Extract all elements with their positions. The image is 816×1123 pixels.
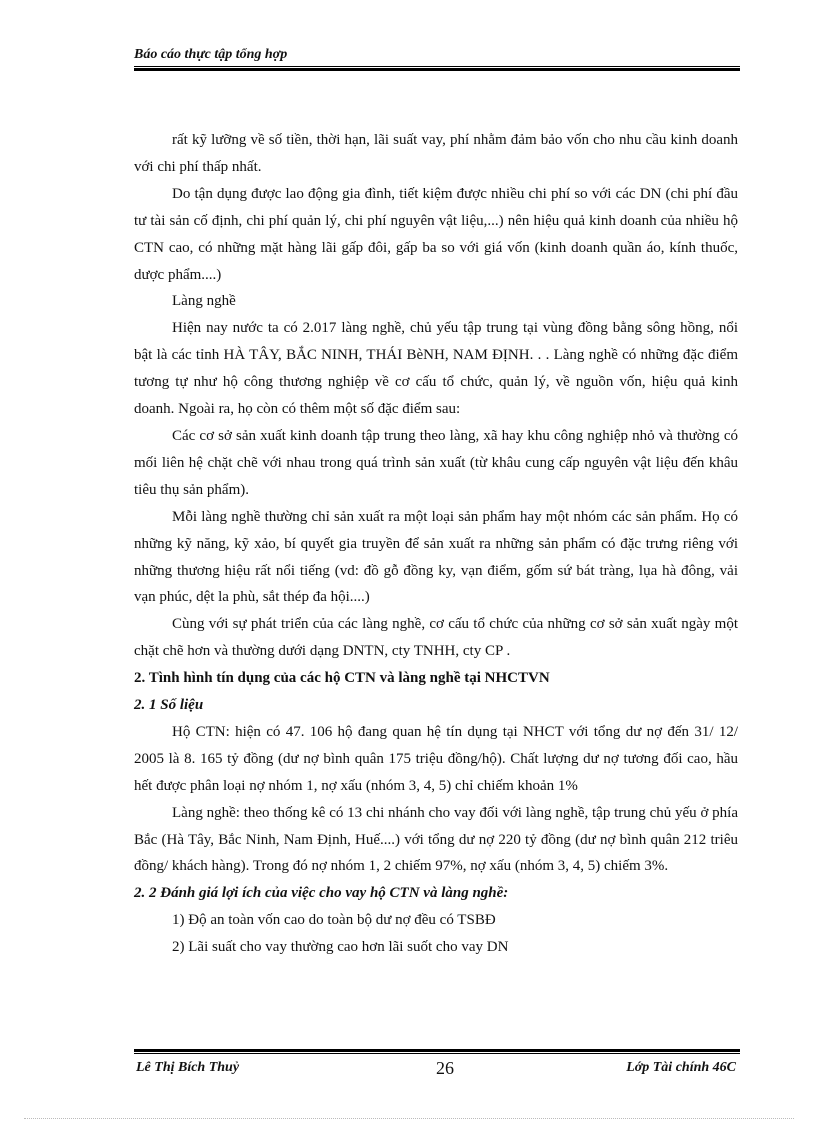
subsection-heading: 2. 2 Đánh giá lợi ích của việc cho vay hộ CTN và làng nghề: [134, 885, 509, 902]
paragraph: Mỗi làng nghề thường chỉ sản xuất ra một loại sản phẩm hay một nhóm các sản phẩm. Họ có những kỹ năng, kỹ xảo, bí quyết gia truyền để sản xuất ra những sản phẩm có đặc trưng riêng với những thương hiệu rất nổi tiếng (vd: đồ gỗ đồng ky, vạn điểm, gốm sứ bát tràng, lụa hà đông, vải vạn phúc, dệt la phù, sắt thép đa hội....) [134, 508, 738, 606]
paragraph: Hộ CTN: hiện có 47. 106 hộ đang quan hệ tín dụng tại NHCT với tổng dư nợ đến 31/ 12/ 2005 là 8. 165 tỷ đồng (dư nợ bình quân 175 triệu đồng/hộ). Chất lượng dư nợ tương đối cao, hầu hết được phân loại nợ nhóm 1, nợ xấu (nhóm 3, 4, 5) chỉ chiếm khoản 1% [134, 723, 738, 794]
paragraph: Các cơ sở sản xuất kinh doanh tập trung theo làng, xã hay khu công nghiệp nhỏ và thường có mối liên hệ chặt chẽ với nhau trong quá trình sản xuất (từ khâu cung cấp nguyên vật liệu đến khâu tiêu thụ sản phẩm). [134, 427, 738, 498]
footer-author: Lê Thị Bích Thuỷ [136, 1060, 240, 1075]
footer-rule-thick [134, 1049, 740, 1052]
paragraph: Cùng với sự phát triển của các làng nghề, cơ cấu tổ chức của những cơ sở sản xuất ngày một chặt chẽ hơn và thường dưới dạng DNTN, cty TNHH, cty CP . [134, 616, 738, 660]
document-body [134, 127, 738, 961]
paragraph: Hiện nay nước ta có 2.017 làng nghề, chủ yếu tập trung tại vùng đồng bằng sông hồng, nổi bật là các tỉnh HÀ TÂY, BẮC NINH, THÁI BèNH, NAM ĐỊNH. . . Làng nghề có những đặc điểm tương tự như hộ công thương nghiệp về cơ cấu tổ chức, quản lý, về nguồn vốn, hiệu quả kinh doanh. Ngoài ra, họ còn có thêm một số đặc điểm sau: [134, 320, 738, 418]
header-rule-thick [134, 68, 740, 71]
page-footer [134, 1049, 740, 1082]
page-header [134, 45, 740, 71]
footer-class: Lớp Tài chính 46C [626, 1060, 736, 1075]
paragraph: rất kỹ lưỡng về số tiền, thời hạn, lãi suất vay, phí nhằm đảm bảo vốn cho nhu cầu kinh doanh với chi phí thấp nhất. [134, 132, 738, 175]
paragraph: Làng nghề: theo thống kê có 13 chi nhánh cho vay đối với làng nghề, tập trung chủ yếu ở phía Bắc (Hà Tây, Bắc Ninh, Nam Định, Huế....) với tổng dư nợ 220 tỷ đồng (dư nợ bình quân 212 triêu đồng/ khách hàng). Trong đó nợ nhóm 1, 2 chiếm 97%, nợ xấu (nhóm 3, 4, 5) chiếm 3%. [134, 804, 738, 875]
header-title: Báo cáo thực tập tổng hợp [134, 47, 288, 62]
list-item: 2) Lãi suất cho vay thường cao hơn lãi suốt cho vay DN [172, 939, 509, 956]
page-bottom-divider [24, 1118, 794, 1119]
footer-rule-thin [134, 1053, 740, 1054]
list-item: 1) Độ an toàn vốn cao do toàn bộ dư nợ đều có TSBĐ [172, 912, 496, 929]
subsection-heading: 2. 1 Số liệu [134, 697, 204, 714]
paragraph: Do tận dụng được lao động gia đình, tiết kiệm được nhiều chi phí so với các DN (chi phí đầu tư tài sản cố định, chi phí quản lý, chi phí nguyên vật liệu,...) nên hiệu quả kinh doanh của nhiều hộ CTN cao, có những mặt hàng lãi gấp đôi, gấp ba so với giá vốn (kinh doanh quần áo, kính thuốc, dược phẩm....) [134, 185, 738, 283]
header-rule-thin [134, 66, 740, 67]
section-heading: 2. Tình hình tín dụng của các hộ CTN và làng nghề tại NHCTVN [134, 670, 550, 687]
footer-row [134, 1058, 740, 1082]
page-number: 26 [436, 1058, 454, 1078]
paragraph-heading-lang-nghe: Làng nghề [172, 293, 236, 310]
